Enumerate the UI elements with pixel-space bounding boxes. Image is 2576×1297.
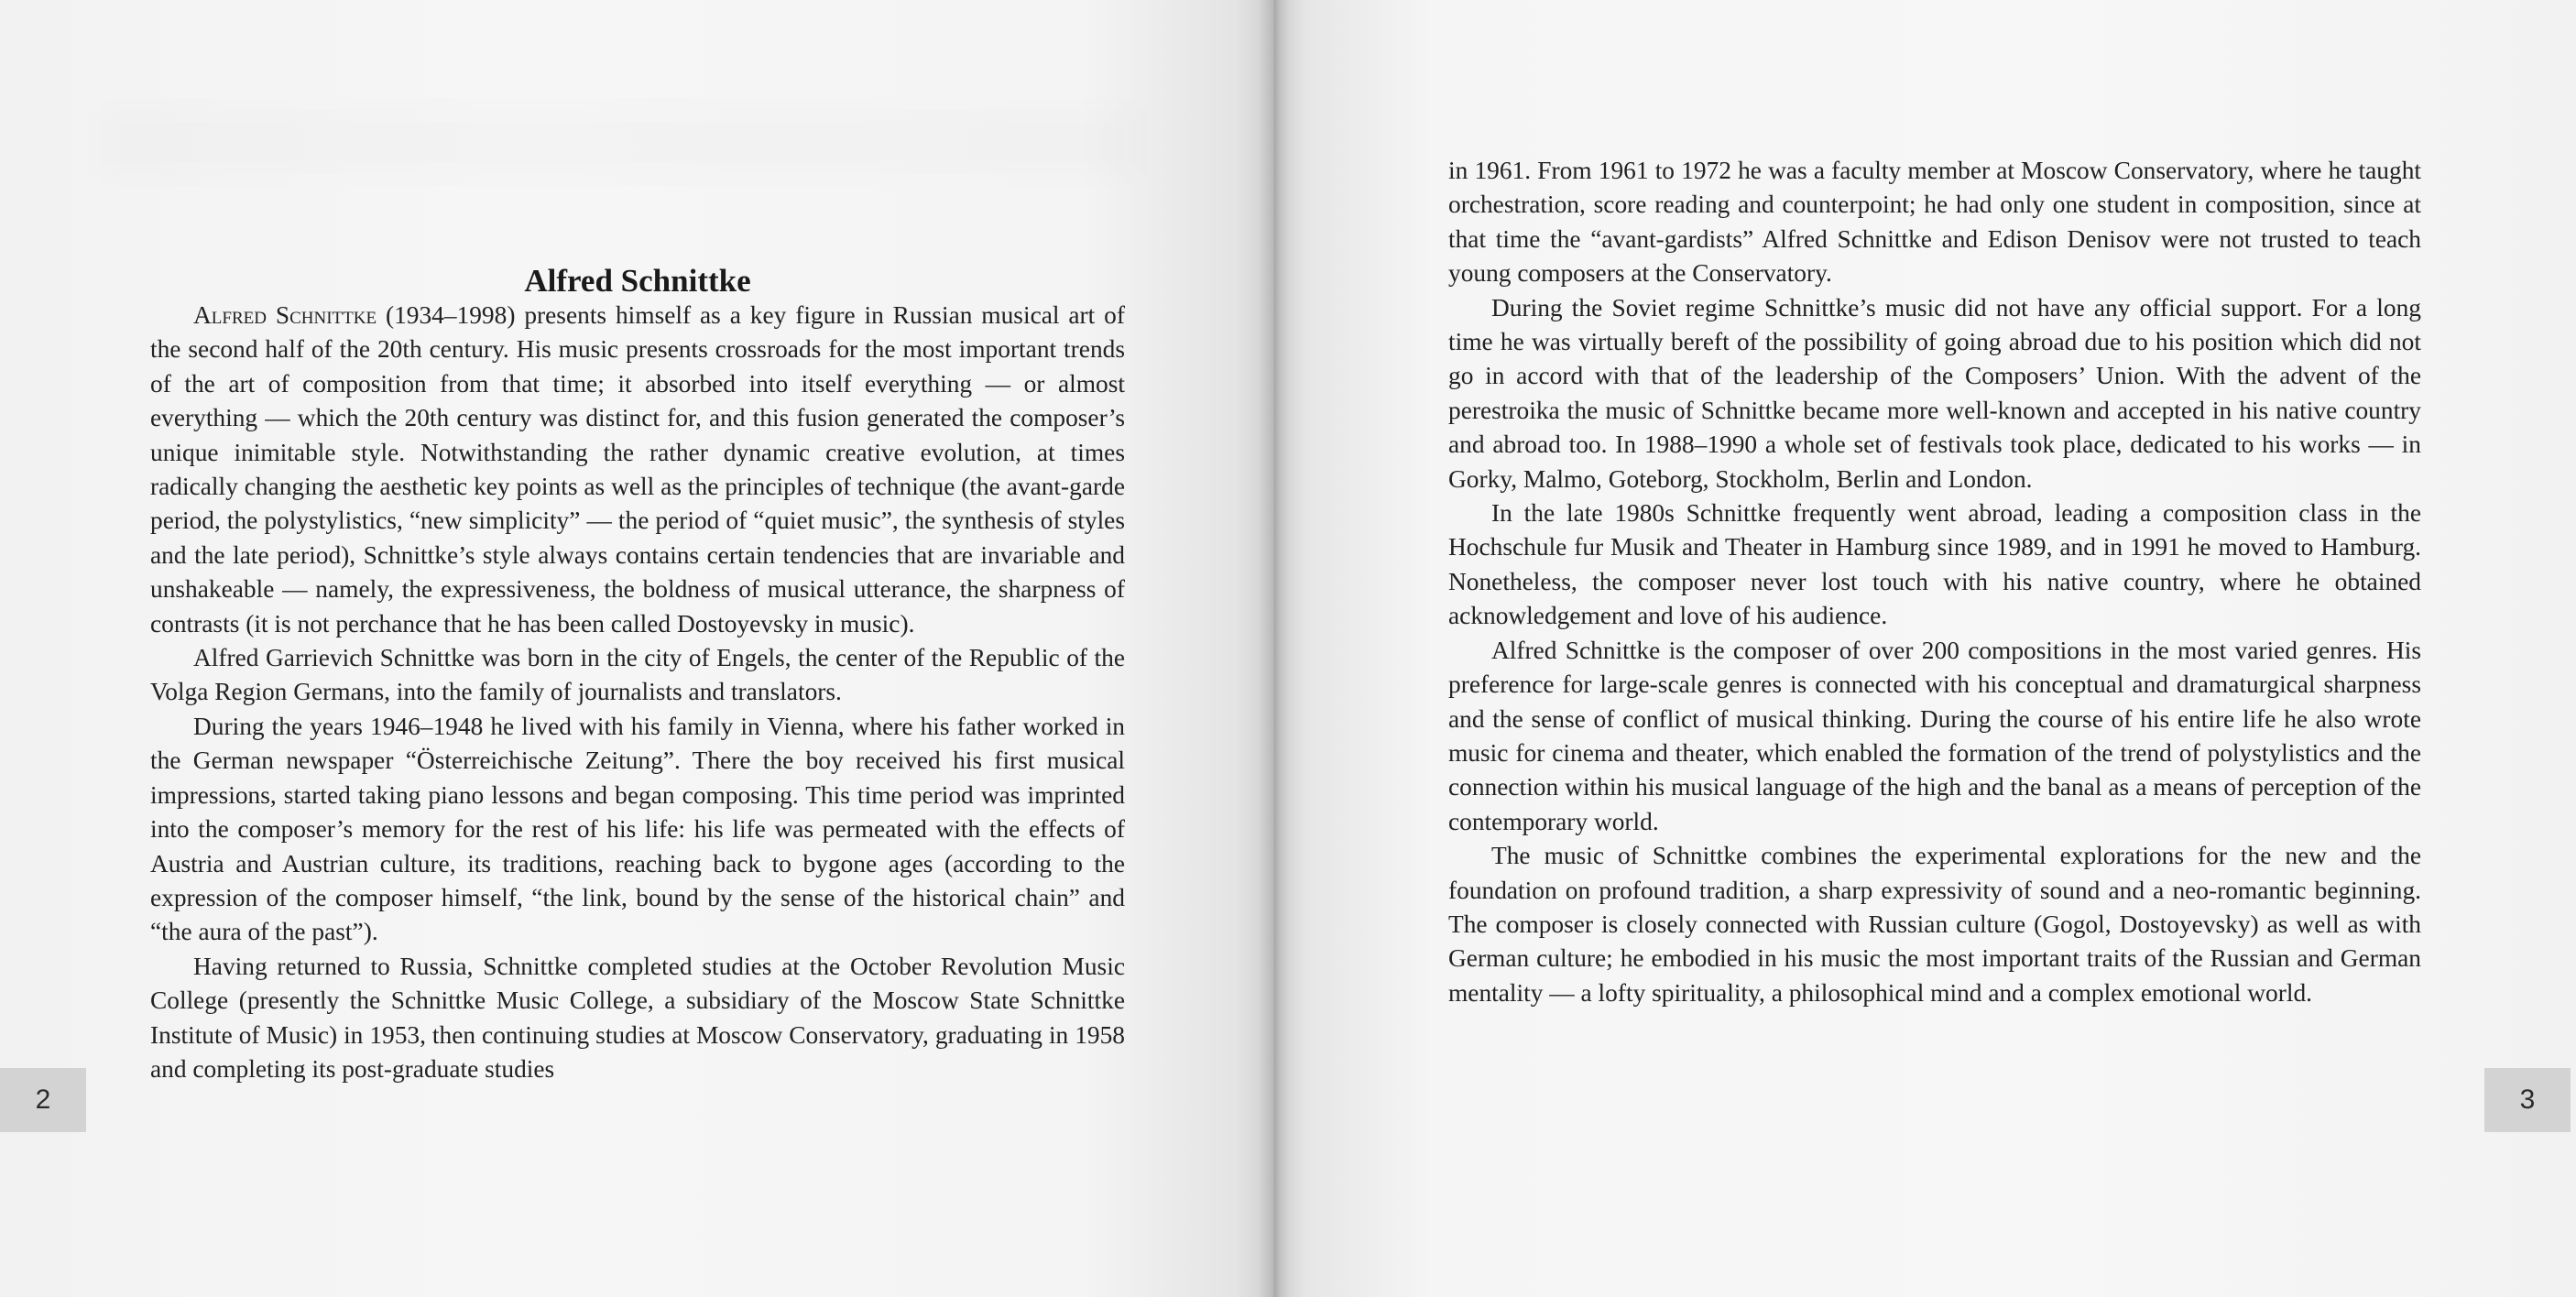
bleed-through-shadow [101,110,1136,174]
left-paragraph-1-text: (1934–1998) presents himself as a key figure in Russian musical art of the second half of the 20th century. His music presents crossroads for the most important trends of the art of composition from that time; it absorbed into itself everything — or almost everything — which the 20th century was distinct for, and this fusion generated the composer’s unique inimitable style. Notwithstanding the rather dynamic creative evolution, at times radically changing the aesthetic key points as well as the principles of technique (the avant-garde period, the polystylistics, “new simplicity” — the period of “quiet music”, the synthesis of styles and the late period), Schnittke’s style always contains certain tendencies that are invariable and unshakeable — namely, the expressiveness, the boldness of musical utterance, the sharpness of contrasts (it is not perchance that he has been called Dostoyevsky in music). [150,301,1125,638]
left-paragraph-2: Alfred Garrievich Schnittke was born in the city of Engels, the center of the Republic of the Volga Region Germans, into the family of journalists and translators. [150,644,1125,706]
left-paragraph-4: Having returned to Russia, Schnittke completed studies at the October Revolution Music College (presently the Schnittke Music College, a subsidiary of the Moscow State Schnittke Institute of Music) in 1953, then continuing studies at Moscow Conservatory, graduating in 1958 and completing its post-graduate studies [150,952,1125,1083]
right-paragraph-1: in 1961. From 1961 to 1972 he was a faculty member at Moscow Conservatory, where he taught orchestration, score reading and counterpoint; he had only one student in composition, since at that time the “avant-gardists” Alfred Schnittke and Edison Denisov were not trusted to teach young composers at the Conservatory. [1448,157,2421,288]
left-text-column [150,299,1125,1086]
left-paragraph-1 [150,299,1125,641]
book-gutter [1259,0,1290,1297]
right-paragraph-4: Alfred Schnittke is the composer of over 200 compositions in the most varied genres. His preference for large-scale genres is connected with his conceptual and dramaturgical sharpness and the sense of conflict of musical thinking. During the course of his entire life he also wrote music for cinema and theater, which enabled the formation of the trend of polystylistics and the connection within his musical language of the high and the banal as a means of perception of the contemporary world. [1448,636,2421,835]
page-number-right: 3 [2484,1068,2571,1132]
right-paragraph-3: In the late 1980s Schnittke frequently went abroad, leading a composition class in the Hochschule fur Musik and Theater in Hamburg since 1989, and in 1991 he moved to Hamburg. Nonetheless, the composer never lost touch with his native country, where he obtained acknowledgement and love of his audience. [1448,499,2421,630]
page-title: Alfred Schnittke [524,263,751,299]
page-number-left: 2 [0,1068,86,1132]
left-paragraph-3: During the years 1946–1948 he lived with his family in Vienna, where his father worked in the German newspaper “Österreichische Zeitung”. There the boy received his first musical impressions, started taking piano lessons and began composing. This time period was imprinted into the composer’s memory for the rest of his life: his life was permeated with the effects of Austria and Austrian culture, its traditions, reaching back to bygone ages (according to the expression of the composer himself, “the link, bound by the sense of the historical chain” and “the aura of the past”). [150,712,1125,946]
right-paragraph-2: During the Soviet regime Schnittke’s music did not have any official support. For a long time he was virtually bereft of the possibility of going abroad due to his position which did not go in accord with that of the leadership of the Composers’ Union. With the advent of the perestroika the music of Schnittke became more well-known and accepted in his native country and abroad too. In 1988–1990 a whole set of festivals took place, dedicated to his works — in Gorky, Malmo, Goteborg, Stockholm, Berlin and London. [1448,293,2421,493]
right-text-column [1448,154,2421,1010]
lead-name: Alfred Schnittke [193,301,377,329]
right-paragraph-5: The music of Schnittke combines the experimental explorations for the new and the foundation on profound tradition, a sharp expressivity of sound and a neo-romantic beginning. The composer is closely connected with Russian culture (Gogol, Dostoyevsky) as well as with German culture; he embodied in his music the most important traits of the Russian and German mentality — a lofty spirituality, a philosophical mind and a complex emotional world. [1448,842,2421,1007]
left-page [0,0,1273,1297]
